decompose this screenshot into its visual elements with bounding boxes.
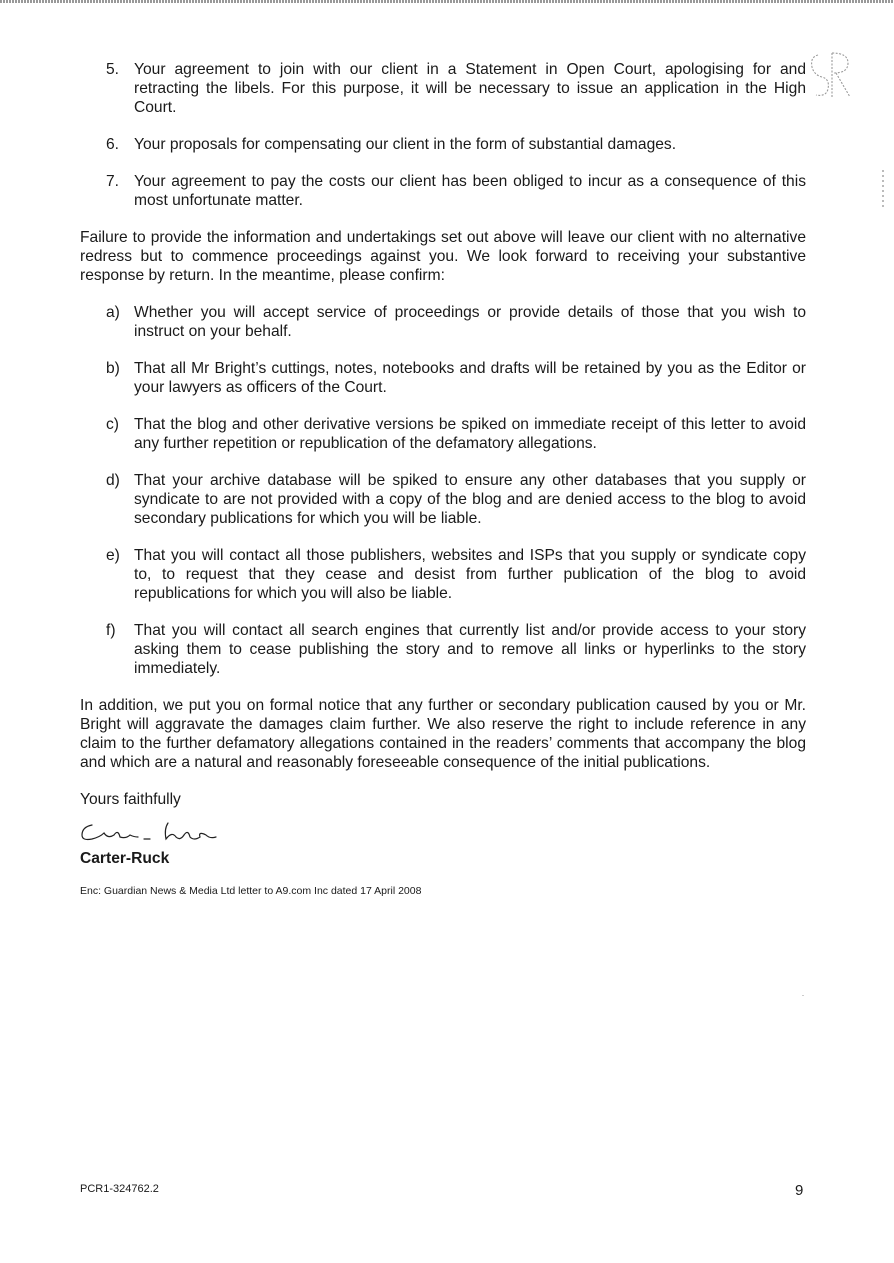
scan-margin-mark [882, 170, 884, 210]
item-marker: 6. [106, 136, 120, 153]
firm-logo-stamp [808, 47, 854, 101]
list-item [80, 172, 806, 210]
list-item [80, 471, 806, 528]
scan-top-edge [0, 0, 894, 3]
page-number: 9 [795, 1182, 804, 1199]
item-text: That the blog and other derivative versions be spiked on immediate receipt of this letter to avoid any further repetition or republication of the defamatory allegations. [134, 416, 806, 452]
item-text: That your archive database will be spiked to ensure any other databases that you supply or syndicate to are not provided with a copy of the blog and are denied access to the blog to avoid secondary publications for which you will be liable. [134, 472, 806, 527]
item-text: That you will contact all those publishers, websites and ISPs that you supply or syndicate copy to, to request that they cease and desist from further publication of the blog to avoid republications for which you will also be liable. [134, 547, 806, 602]
list-item [80, 303, 806, 341]
item-marker: 5. [106, 61, 120, 78]
item-text: That you will contact all search engines that currently list and/or provide access to your story asking them to cease publishing the story and to remove all links or hyperlinks to the story immediately. [134, 622, 806, 677]
list-item [80, 60, 806, 117]
item-marker: a) [106, 304, 120, 321]
list-item [80, 359, 806, 397]
item-marker: c) [106, 416, 119, 433]
item-marker: d) [106, 472, 120, 489]
item-text: That all Mr Bright’s cuttings, notes, notebooks and drafts will be retained by you as the Editor or your lawyers as officers of the Court. [134, 360, 806, 396]
document-reference: PCR1-324762.2 [80, 1183, 159, 1195]
list-item [80, 621, 806, 678]
handwritten-signature [76, 815, 236, 849]
item-marker: b) [106, 360, 120, 377]
list-item [80, 135, 806, 154]
demands-list [80, 60, 806, 210]
letter-body [80, 60, 806, 898]
item-marker: 7. [106, 173, 120, 190]
item-text: Whether you will accept service of proceedings or provide details of those that you wish to instruct on your behalf. [134, 304, 806, 340]
list-item [80, 546, 806, 603]
closing-salutation: Yours faithfully [80, 791, 181, 808]
confirm-list [80, 303, 806, 678]
item-marker: f) [106, 622, 116, 639]
item-text: Your proposals for compensating our client in the form of substantial damages. [134, 136, 677, 153]
signer-name: Carter-Ruck [80, 850, 170, 867]
list-item [80, 415, 806, 453]
item-marker: e) [106, 547, 120, 564]
item-text: Your agreement to pay the costs our client has been obliged to incur as a consequence of this most unfortunate matter. [134, 173, 806, 209]
scan-speck [802, 995, 804, 996]
failure-paragraph: Failure to provide the information and undertakings set out above will leave our client with no alternative redress but to commence proceedings against you. We look forward to receiving your substantive response by return. In the meantime, please confirm: [80, 229, 806, 284]
addition-paragraph: In addition, we put you on formal notice that any further or secondary publication caused by you or Mr. Bright will aggravate the damages claim further. We also reserve the right to include reference in any claim to the further defamatory allegations contained in the readers’ comments that accompany the blog and which are a natural and reasonably foreseeable consequence of the initial publications. [80, 697, 806, 771]
enclosure-note: Enc: Guardian News & Media Ltd letter to A9.com Inc dated 17 April 2008 [80, 885, 422, 897]
item-text: Your agreement to join with our client in a Statement in Open Court, apologising for and retracting the libels. For this purpose, it will be necessary to issue an application in the High Court. [134, 61, 806, 116]
